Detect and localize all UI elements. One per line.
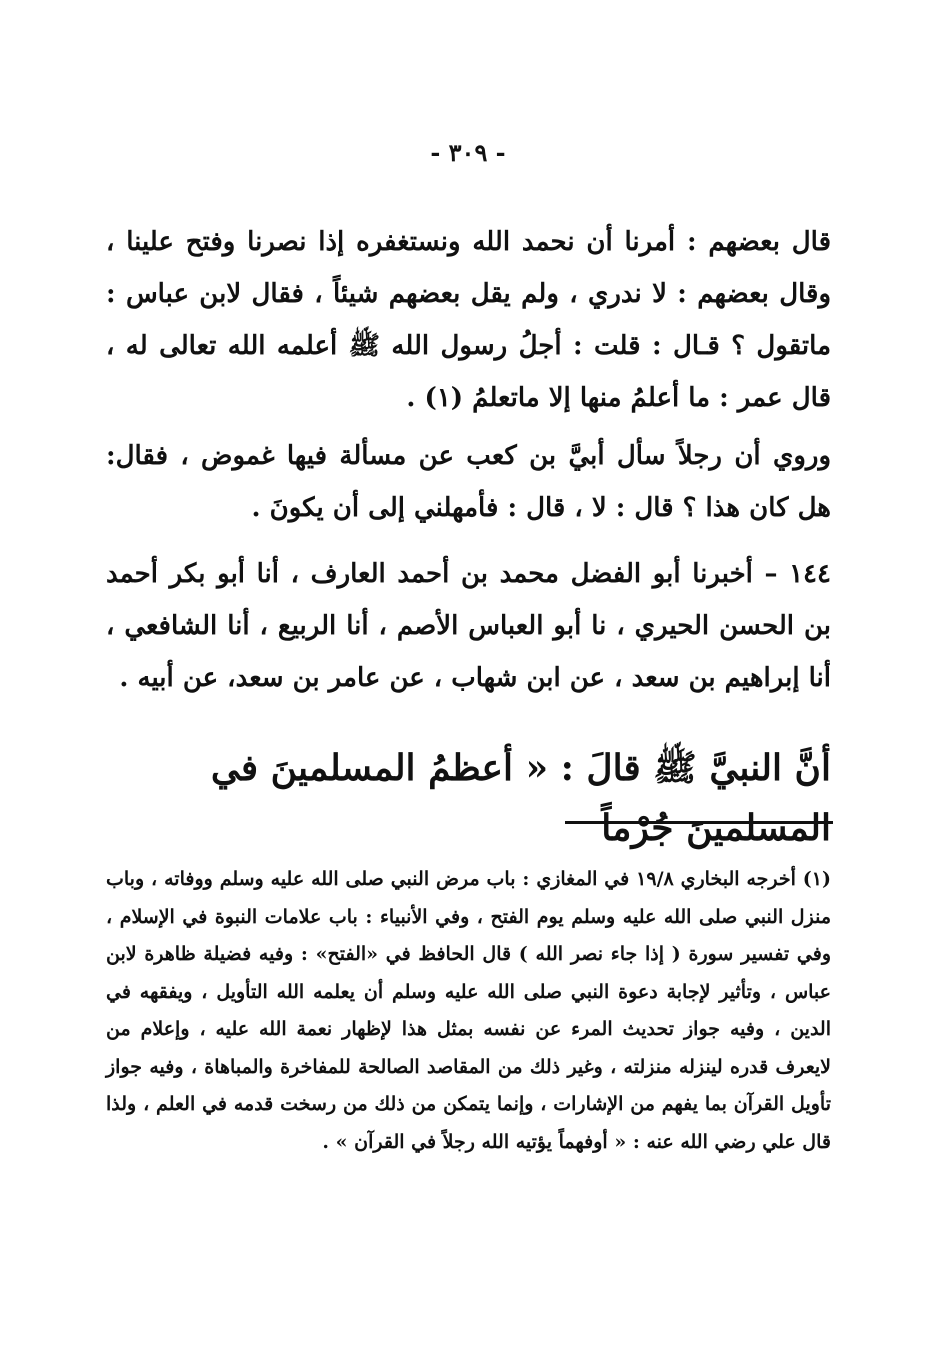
- page-number: - ٣٠٩ -: [430, 138, 506, 167]
- hadith-quote: أنَّ النبيَّ ﷺ قالَ : « أعظمُ المسلمينَ في المسلمينَ جُرْماً: [210, 747, 831, 849]
- footnote: (١) أخرجه البخاري ١٩/٨ في المغازي : باب مرض النبي صلى الله عليه وسلم ووفاته ، وباب منزل النبي صلى الله عليه وسلم يوم الفتح ، وفي الأنبياء : باب علامات النبوة في الإسلام ، وفي تفسير سورة ( إذا جاء نصر الله ) قال الحافظ في «الفتح» : وفيه فضيلة ظاهرة لابن عباس ، وتأثير لإجابة دعوة النبي صلى الله عليه وسلم أن يعلمه الله التأويل ، ويفقهه في الدين ، وفيه جواز تحديث المرء عن نفسه بمثل هذا لإظهار نعمة الله عليه ، وإعلام من لايعرف قدره لينزله منزلته ، وغير ذلك من المقاصد الصالحة للمفاخرة والمباهاة ، وفيه جواز تأويل القرآن بما يفهم من الإشارات ، وإنما يتمكن من ذلك من رسخت قدمه في العلم ، ولذا قال علي رضي الله عنه : « أوفهماً يؤتيه الله رجلاً في القرآن » .: [106, 868, 831, 1153]
- paragraph-3-hadith-chain: ١٤٤ – أخبرنا أبو الفضل محمد بن أحمد العارف ، أنا أبو بكر أحمد بن الحسن الحيري ، نا أبو العباس الأصم ، أنا الربيع ، أنا الشافعي ، أنا إبراهيم بن سعد ، عن ابن شهاب ، عن عامر بن سعد، عن أبيه .: [106, 559, 831, 693]
- paragraph-2: وروي أن رجلاً سأل أبيَّ بن كعب عن مسألة فيها غموض ، فقال: هل كان هذا ؟ قال : لا ، قال : فأمهلني إلى أن يكونَ .: [106, 441, 831, 523]
- footnote-separator: [565, 821, 833, 824]
- paragraph-1: قال بعضهم : أمرنا أن نحمد الله ونستغفره إذا نصرنا وفتح علينا ، وقال بعضهم : لا ندري ، ولم يقل بعضهم شيئاً ، فقال لابن عباس : ماتقول ؟ قـال : قلت : أجلُ رسول الله ﷺ أعلمه الله تعالى له ، قال عمر : ما أعلمُ منها إلا ماتعلمُ (١) .: [106, 227, 831, 413]
